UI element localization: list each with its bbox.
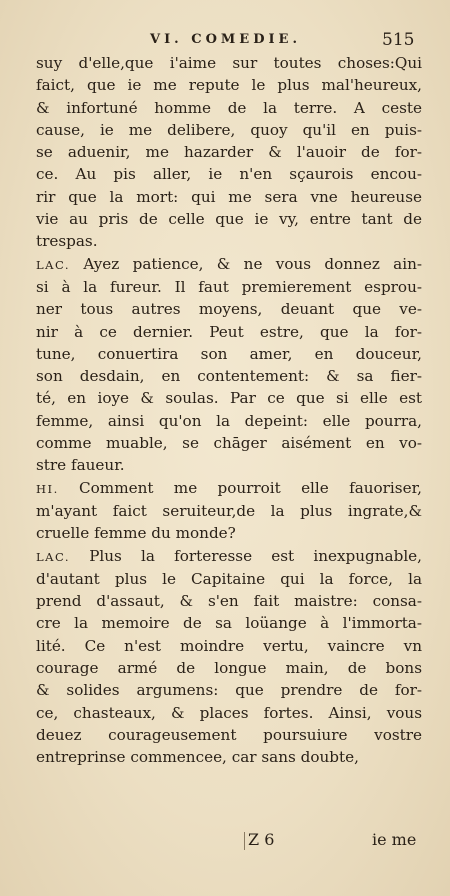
text-line <box>36 141 422 163</box>
line-text: si à la fureur. Il faut premierement esprou- <box>36 277 422 296</box>
line-text: Comment me pourroit elle fauoriser, <box>79 478 422 497</box>
text-line <box>36 52 422 74</box>
text-line <box>36 365 422 387</box>
text-line <box>36 208 422 230</box>
speaker-name: LAC. <box>36 257 70 272</box>
page-footer <box>0 830 450 854</box>
text-line <box>36 186 422 208</box>
text-line <box>36 321 422 343</box>
text-line <box>36 387 422 409</box>
line-text: cre la memoire de sa loüange à l'immorta- <box>36 614 422 633</box>
text-line <box>36 500 422 522</box>
text-line <box>36 253 422 276</box>
line-text: & solides argumens: que prendre de for- <box>36 681 422 700</box>
text-line <box>36 163 422 185</box>
text-line <box>36 568 422 590</box>
paragraph <box>36 52 422 253</box>
line-text: lité. Ce n'est moindre vertu, vaincre vn <box>36 636 422 655</box>
line-text: té, en ioye & soulas. Par ce que si elle est <box>36 389 422 408</box>
text-line <box>36 746 422 768</box>
text-line <box>36 97 422 119</box>
line-text: suy d'elle,que i'aime sur toutes choses:Qui <box>36 54 422 72</box>
text-line <box>36 590 422 612</box>
text-line <box>36 432 422 454</box>
line-text: & infortuné homme de la terre. A ceste <box>36 98 422 117</box>
line-text: tune, conuertira son amer, en douceur, <box>36 344 422 363</box>
line-text: son desdain, en contentement: & sa fier- <box>36 367 422 386</box>
line-text: courage armé de longue main, de bons <box>36 659 422 678</box>
paragraph <box>36 253 422 477</box>
text-line <box>36 119 422 141</box>
line-text: comme muable, se chāger aisément en vo- <box>36 434 422 453</box>
line-text: Plus la forteresse est inexpugnable, <box>89 546 423 565</box>
line-text: femme, ainsi qu'on la depeint: elle pourra, <box>36 411 422 430</box>
text-line <box>36 410 422 432</box>
line-text: cause, ie me delibere, quoy qu'il en puis- <box>36 120 422 139</box>
line-text: se aduenir, me hazarder & l'auoir de for- <box>36 143 422 162</box>
page-header <box>0 30 450 52</box>
line-text: ner tous autres moyens, deuant que ve- <box>36 300 422 319</box>
page-text <box>36 52 422 769</box>
line-text: prend d'assaut, & s'en fait maistre: consa- <box>36 592 422 611</box>
page-number: 515 <box>382 30 415 50</box>
line-text: faict, que ie me repute le plus mal'heureux, <box>36 76 422 95</box>
catchword: ie me <box>372 830 417 849</box>
line-text: rir que la mort: qui me sera vne heureuse <box>36 187 422 206</box>
paragraph <box>36 477 422 545</box>
line-text: ce. Au pis aller, ie n'en sçaurois encou- <box>36 165 422 184</box>
text-line <box>36 679 422 701</box>
signature-mark-rule <box>244 832 245 850</box>
text-line <box>36 635 422 657</box>
line-text: m'ayant faict seruiteur,de la plus ingrate,& <box>36 501 422 520</box>
line-text: stre faueur. <box>36 456 125 475</box>
line-text: deuez courageusement poursuiure vostre <box>36 725 422 744</box>
text-line <box>36 702 422 724</box>
text-line <box>36 298 422 320</box>
line-text: cruelle femme du monde? <box>36 524 236 543</box>
text-line <box>36 343 422 365</box>
line-text: Ayez patience, & ne vous donnez ain- <box>83 254 423 273</box>
line-text: nir à ce dernier. Peut estre, que la for- <box>36 322 422 341</box>
paragraph <box>36 545 422 769</box>
line-text: entreprinse commencee, car sans doubte, <box>36 748 359 767</box>
running-title: VI. COMEDIE. <box>150 32 301 47</box>
speaker-name: LAC. <box>36 549 70 564</box>
line-text: d'autant plus le Capitaine qui la force, la <box>36 569 422 588</box>
text-line <box>36 724 422 746</box>
signature-mark: Z 6 <box>248 830 275 849</box>
line-text: ce, chasteaux, & places fortes. Ainsi, vous <box>36 703 422 722</box>
text-line <box>36 276 422 298</box>
text-line <box>36 230 422 252</box>
speaker-name: HI. <box>36 481 59 496</box>
text-line <box>36 522 422 544</box>
text-line <box>36 657 422 679</box>
text-line <box>36 454 422 476</box>
text-line <box>36 612 422 634</box>
text-line <box>36 477 422 500</box>
text-line <box>36 545 422 568</box>
line-text: vie au pris de celle que ie vy, entre tant de <box>36 210 422 229</box>
text-line <box>36 74 422 96</box>
line-text: trespas. <box>36 232 98 251</box>
